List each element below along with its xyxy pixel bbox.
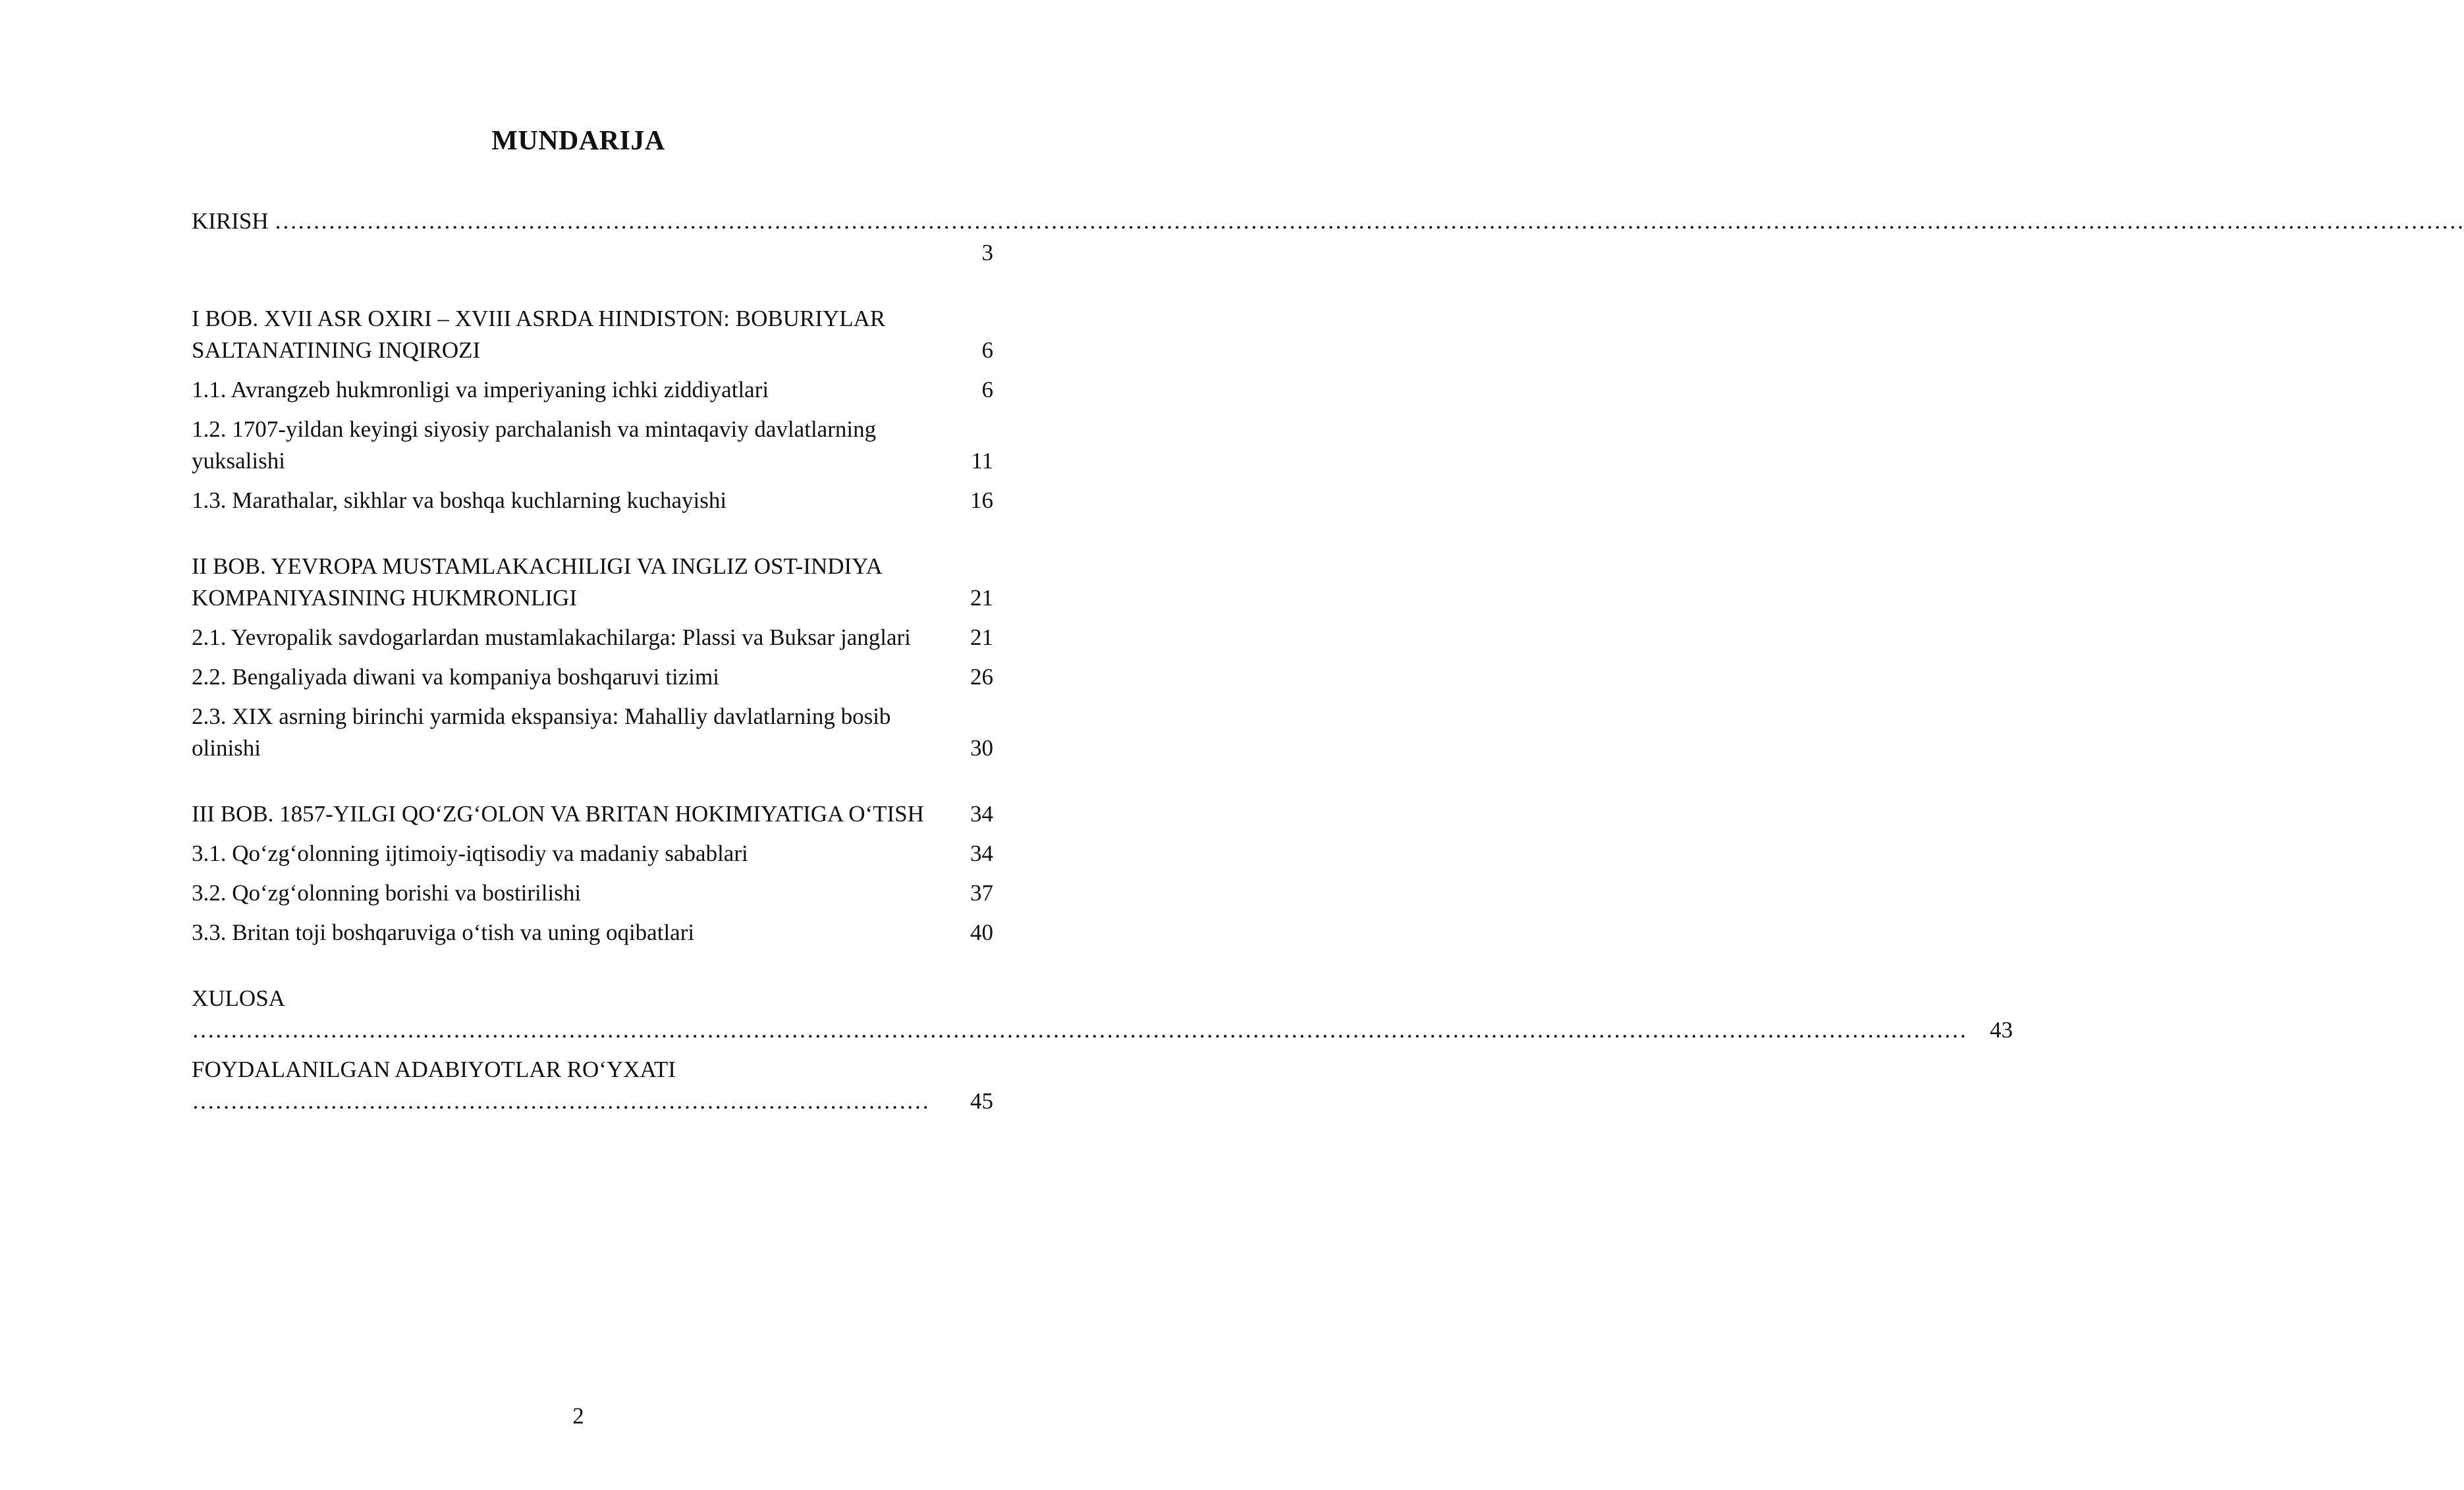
toc-entry-text: 3.1. Qo‘zg‘olonning ijtimoiy-iqtisodiy va madaniy sabablari (192, 841, 748, 866)
toc-entry-page: 34 (970, 841, 993, 866)
toc-entry-page: 6 (981, 337, 993, 363)
toc-entry-chapter-3 (192, 798, 993, 830)
toc-entry-page: 3 (981, 240, 993, 265)
toc-entry-kirish (192, 206, 2464, 269)
toc-entry-section-1-3 (192, 485, 993, 516)
toc-entry-section-3-2 (192, 877, 993, 909)
toc-entry-text: FOYDALANILGAN ADABIYOTLAR RO‘YXATI (192, 1057, 676, 1082)
toc-title: MUNDARIJA (491, 126, 665, 156)
toc-entry-section-3-1 (192, 838, 993, 869)
toc-entry-section-1-1 (192, 374, 993, 406)
toc-entry-section-2-1 (192, 622, 993, 653)
toc-entry-page: 11 (971, 448, 993, 474)
toc-entry-text: III BOB. 1857-YILGI QO‘ZG‘OLON VA BRITAN HOKIMIYATIGA O‘TISH (192, 801, 924, 827)
table-of-contents (192, 206, 2464, 1117)
toc-entry-section-1-2 (192, 414, 993, 477)
toc-entry-text: 1.3. Marathalar, sikhlar va boshqa kuchlarning kuchayishi (192, 487, 727, 513)
toc-entry-section-3-3 (192, 917, 993, 949)
toc-entry-text: XULOSA (192, 985, 285, 1011)
toc-entry-text: 1.1. Avrangzeb hukmronligi va imperiyaning ichki ziddiyatlari (192, 377, 769, 402)
toc-entry-page: 34 (970, 801, 993, 827)
toc-entry-page: 26 (970, 664, 993, 690)
toc-entry-page: 21 (970, 624, 993, 650)
toc-entry-page: 43 (1990, 1017, 2013, 1043)
toc-entry-adabiyotlar (192, 1054, 993, 1117)
toc-entry-page: 30 (970, 735, 993, 761)
toc-entry-page: 45 (970, 1088, 993, 1114)
toc-entry-text: 1.2. 1707-yildan keyingi siyosiy parchalanish va mintaqaviy davlatlarning yuksalishi (192, 416, 882, 474)
toc-entry-text: 2.1. Yevropalik savdogarlardan mustamlakachilarga: Plassi va Buksar janglari (192, 624, 911, 650)
toc-entry-page: 16 (970, 487, 993, 513)
toc-entry-text: 3.2. Qo‘zg‘olonning borishi va bostirilishi (192, 880, 582, 906)
toc-entry-text: 3.3. Britan toji boshqaruviga o‘tish va uning oqibatlari (192, 920, 695, 945)
toc-entry-page: 6 (981, 377, 993, 402)
toc-entry-chapter-1 (192, 303, 993, 366)
toc-entry-page: 37 (970, 880, 993, 906)
toc-entry-xulosa (192, 983, 2013, 1046)
toc-entry-page: 40 (970, 920, 993, 945)
toc-entry-text: II BOB. YEVROPA MUSTAMLAKACHILIGI VA INGLIZ OST-INDIYA KOMPANIYASINING HUKMRONLIGI (192, 553, 887, 611)
toc-entry-text: I BOB. XVII ASR OXIRI – XVIII ASRDA HINDISTON: BOBURIYLAR SALTANATINING INQIROZI (192, 306, 892, 363)
toc-entry-text: 2.3. XIX asrning birinchi yarmida ekspansiya: Mahalliy davlatlarning bosib olinishi (192, 704, 897, 761)
toc-entry-dots: …………………………………………………………………………………………………………………………………………………………………………………………………………… (192, 1017, 1967, 1043)
toc-entry-dots: …………………………………………………………………………………… (192, 1088, 929, 1114)
toc-entry-page: 21 (970, 585, 993, 611)
toc-entry-text: 2.2. Bengaliyada diwani va kompaniya boshqaruvi tizimi (192, 664, 719, 690)
page-number: 2 (572, 1403, 584, 1429)
toc-entry-section-2-3 (192, 701, 993, 764)
toc-entry-text: KIRISH …………………………………………………………………………………………………………………………………………………………………………………………………………………………………………………………… (192, 208, 2464, 234)
toc-entry-chapter-2 (192, 551, 993, 614)
toc-entry-section-2-2 (192, 661, 993, 693)
